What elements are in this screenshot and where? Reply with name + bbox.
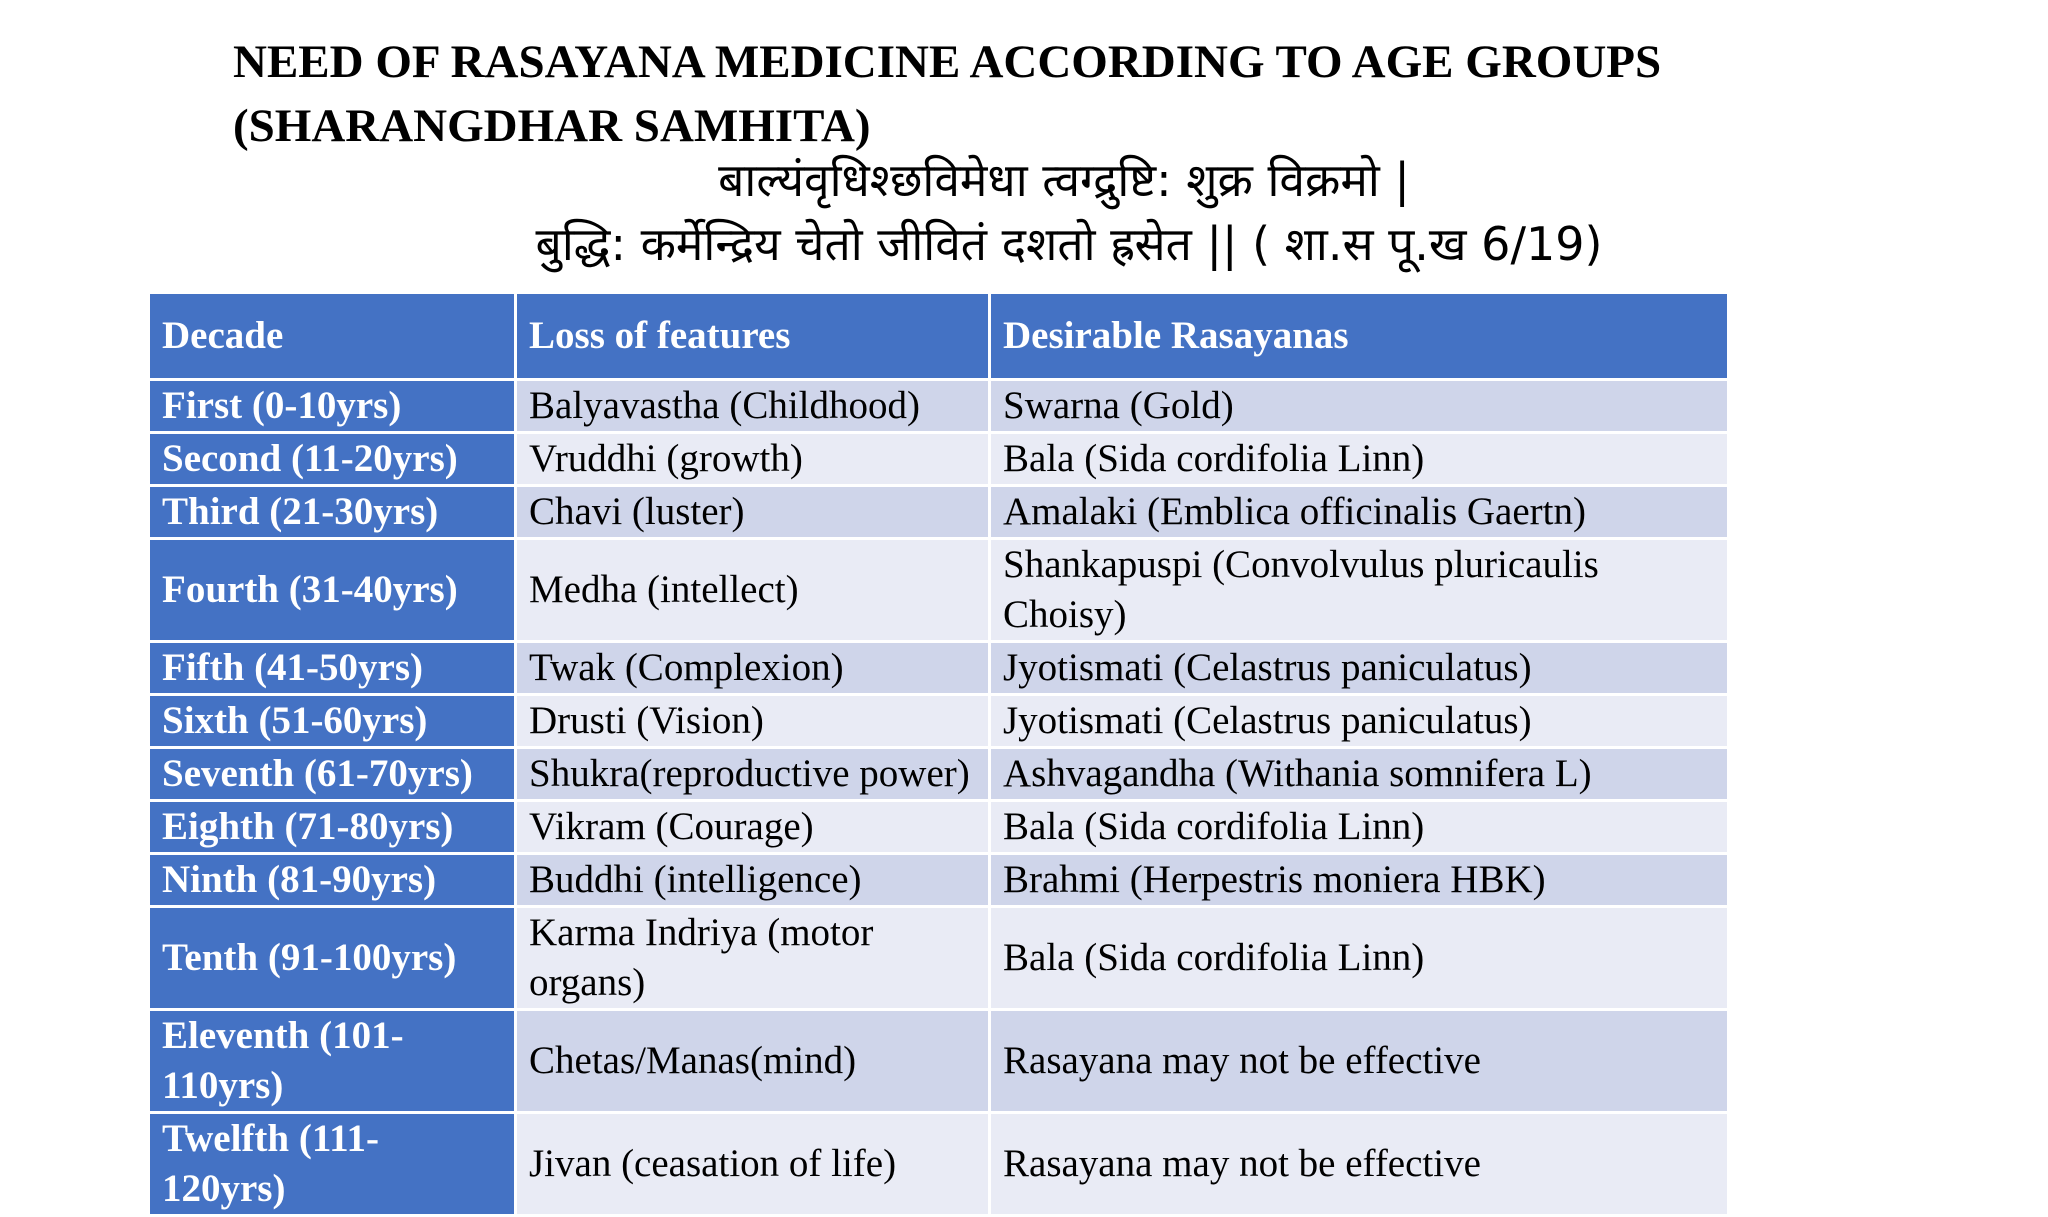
- header-desirable-rasayanas: Desirable Rasayanas: [991, 294, 1730, 381]
- rasayana-cell: Rasayana may not be effective: [991, 1114, 1730, 1217]
- loss-cell: Drusti (Vision): [517, 696, 991, 749]
- decade-cell: Third (21-30yrs): [150, 487, 517, 540]
- table-row: [150, 1011, 1730, 1114]
- header-decade: Decade: [150, 294, 517, 381]
- table-row: [150, 749, 1730, 802]
- rasayana-cell: Rasayana may not be effective: [991, 1011, 1730, 1114]
- rasayana-cell: Bala (Sida cordifolia Linn): [991, 908, 1730, 1011]
- rasayana-cell: Jyotismati (Celastrus paniculatus): [991, 696, 1730, 749]
- decade-cell: Sixth (51-60yrs): [150, 696, 517, 749]
- rasayana-cell: Shankapuspi (Convolvulus pluricaulis Choisy): [991, 540, 1730, 643]
- rasayana-table: [150, 294, 1730, 1217]
- title-line-2: (SHARANGDHAR SAMHITA): [233, 100, 871, 152]
- decade-cell: Eleventh (101-110yrs): [150, 1011, 517, 1114]
- table-row: [150, 434, 1730, 487]
- table-row: [150, 643, 1730, 696]
- table-row: [150, 540, 1730, 643]
- rasayana-cell: Swarna (Gold): [991, 381, 1730, 434]
- table-row: [150, 908, 1730, 1011]
- title-line-1: NEED OF RASAYANA MEDICINE ACCORDING TO AGE GROUPS: [233, 36, 1662, 88]
- shloka-line-2: बुद्धि: कर्मेन्द्रिय चेतो जीवितं दशतो ह्रसेत || ( शा.स पू.ख 6/19): [535, 217, 1603, 271]
- decade-cell: Seventh (61-70yrs): [150, 749, 517, 802]
- table-row: [150, 487, 1730, 540]
- loss-cell: Karma Indriya (motor organs): [517, 908, 991, 1011]
- loss-cell: Buddhi (intelligence): [517, 855, 991, 908]
- decade-cell: Fifth (41-50yrs): [150, 643, 517, 696]
- slide-title: [233, 30, 1933, 158]
- loss-cell: Medha (intellect): [517, 540, 991, 643]
- loss-cell: Vikram (Courage): [517, 802, 991, 855]
- table-row: [150, 1114, 1730, 1217]
- table-row: [150, 696, 1730, 749]
- table-row: [150, 855, 1730, 908]
- rasayana-cell: Brahmi (Herpestris moniera HBK): [991, 855, 1730, 908]
- decade-cell: Twelfth (111-120yrs): [150, 1114, 517, 1217]
- rasayana-cell: Ashvagandha (Withania somnifera L): [991, 749, 1730, 802]
- rasayana-cell: Amalaki (Emblica officinalis Gaertn): [991, 487, 1730, 540]
- loss-cell: Chetas/Manas(mind): [517, 1011, 991, 1114]
- loss-cell: Twak (Complexion): [517, 643, 991, 696]
- decade-cell: Fourth (31-40yrs): [150, 540, 517, 643]
- header-loss-of-features: Loss of features: [517, 294, 991, 381]
- table-row: [150, 802, 1730, 855]
- decade-cell: Tenth (91-100yrs): [150, 908, 517, 1011]
- rasayana-cell: Bala (Sida cordifolia Linn): [991, 434, 1730, 487]
- rasayana-cell: Bala (Sida cordifolia Linn): [991, 802, 1730, 855]
- loss-cell: Vruddhi (growth): [517, 434, 991, 487]
- table-row: [150, 381, 1730, 434]
- decade-cell: First (0-10yrs): [150, 381, 517, 434]
- decade-cell: Eighth (71-80yrs): [150, 802, 517, 855]
- decade-cell: Second (11-20yrs): [150, 434, 517, 487]
- rasayana-cell: Jyotismati (Celastrus paniculatus): [991, 643, 1730, 696]
- decade-cell: Ninth (81-90yrs): [150, 855, 517, 908]
- shloka-line-1: बाल्यंवृधिश्छविमेधा त्वग्द्रुष्टि: शुक्र विक्रमो |: [718, 153, 1410, 207]
- table-header-row: [150, 294, 1730, 381]
- loss-cell: Shukra(reproductive power): [517, 749, 991, 802]
- loss-cell: Jivan (ceasation of life): [517, 1114, 991, 1217]
- loss-cell: Balyavastha (Childhood): [517, 381, 991, 434]
- loss-cell: Chavi (luster): [517, 487, 991, 540]
